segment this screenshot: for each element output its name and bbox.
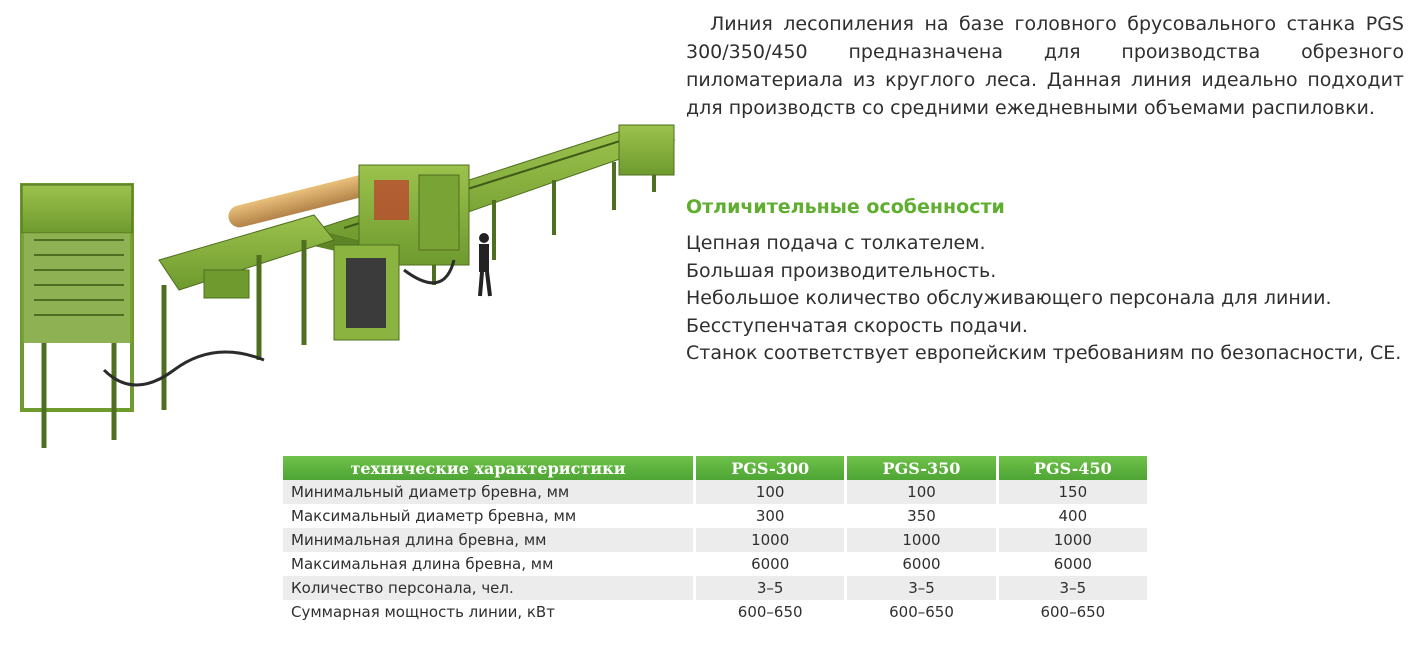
cell-value: 600–650	[1040, 603, 1106, 621]
cell-value: 1000	[999, 528, 1147, 552]
row-label: Минимальный диаметр бревна, мм	[283, 480, 693, 504]
cell-value: 600–650	[889, 603, 954, 621]
table-row	[283, 528, 1147, 552]
cell-value: 3–5	[696, 576, 844, 600]
cell-value: 100	[696, 480, 844, 504]
cell-value: 3–5	[847, 576, 995, 600]
row-label: Максимальная длина бревна, мм	[291, 555, 554, 573]
header-pgs-350: PGS-350	[847, 456, 995, 480]
cell-value: 600–650	[737, 603, 803, 621]
table-row	[283, 480, 1147, 504]
feature-item: Цепная подача с толкателем.	[686, 232, 986, 254]
row-label: Минимальная длина бревна, мм	[283, 528, 693, 552]
row-label: Суммарная мощность линии, кВт	[291, 603, 555, 621]
sawmill-line-image	[14, 110, 684, 455]
table-row	[283, 552, 1147, 576]
cell-value: 1000	[696, 528, 844, 552]
header-characteristics: технические характеристики	[283, 456, 693, 480]
row-label: Максимальный диаметр бревна, мм	[291, 507, 577, 525]
intro-paragraph: Линия лесопиления на базе головного брусовального станка PGS 300/350/450 предназначена для производства обрезного пиломатериала из круглого леса. Данная линия идеально подходит для производств со средними ежедневными объемами распиловки.	[686, 13, 1404, 119]
features-title: Отличительные особенности	[686, 196, 1005, 218]
cell-value: 100	[847, 480, 995, 504]
features-list	[686, 230, 1401, 368]
cell-value: 6000	[902, 555, 941, 573]
cell-value: 3–5	[999, 576, 1147, 600]
feature-item: Небольшое количество обслуживающего персонала для линии.	[686, 287, 1332, 309]
feature-item: Станок соответствует европейским требованиям по безопасности, CE.	[686, 342, 1402, 364]
spec-table-header	[283, 456, 1147, 480]
feature-item: Бесступенчатая скорость подачи.	[686, 314, 1028, 337]
header-pgs-450: PGS-450	[999, 456, 1147, 480]
table-row	[283, 504, 1147, 528]
row-label: Количество персонала, чел.	[283, 576, 693, 600]
cell-value: 350	[907, 507, 936, 525]
cell-value: 6000	[751, 555, 790, 573]
cell-value: 400	[1058, 507, 1088, 525]
spec-table	[280, 456, 1150, 624]
cell-value: 1000	[847, 528, 995, 552]
table-row	[283, 576, 1147, 600]
table-row	[283, 600, 1147, 624]
feature-item: Большая производительность.	[686, 259, 997, 282]
cell-value: 300	[755, 507, 785, 525]
cell-value: 150	[999, 480, 1147, 504]
header-pgs-300: PGS-300	[696, 456, 844, 480]
cell-value: 6000	[1053, 555, 1092, 573]
